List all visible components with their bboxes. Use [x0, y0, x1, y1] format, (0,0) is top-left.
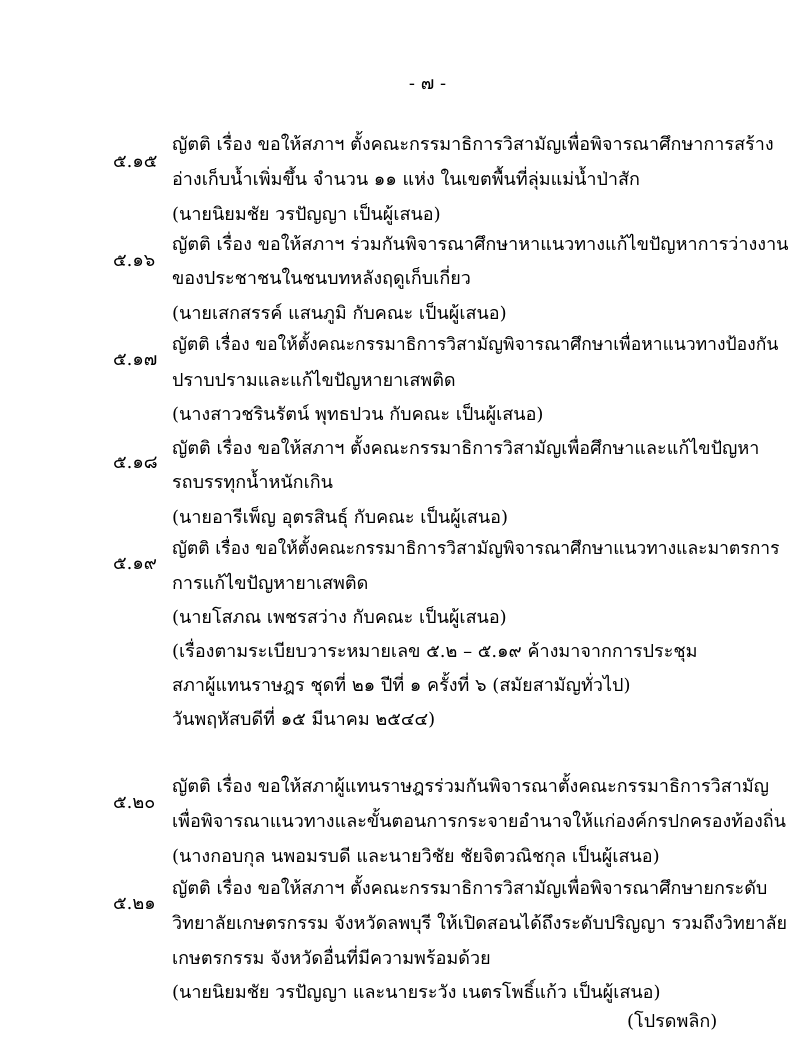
item-line: ญัตติ เรื่อง ขอให้ตั้งคณะกรรมาธิการวิสามัญพิจารณาศึกษาเพื่อหาแนวทางป้องกัน: [172, 335, 779, 355]
item-line: วิทยาลัยเกษตรกรรม จังหวัดลพบุรี ให้เปิดสอนได้ถึงระดับปริญญา รวมถึงวิทยาลัย: [172, 913, 788, 934]
item-proposer: (นายโสภณ เพชรสว่าง กับคณะ เป็นผู้เสนอ): [172, 607, 507, 628]
item-number: ๕.๑๙: [113, 553, 157, 574]
item-number: ๕.๑๖: [113, 250, 156, 271]
item-line: ญัตติ เรื่อง ขอให้สภาฯ ตั้งคณะกรรมาธิการวิสามัญเพื่อพิจารณาศึกษายกระดับ: [172, 878, 768, 899]
item-number: ๕.๑๗: [113, 349, 158, 370]
item-line: รถบรรทุกน้ำหนักเกิน: [172, 472, 333, 493]
item-proposer: (นายนิยมชัย วรปัญญา เป็นผู้เสนอ): [172, 204, 441, 225]
item-proposer: (นายนิยมชัย วรปัญญา และนายระวัง เนตรโพธิ์แก้ว เป็นผู้เสนอ): [172, 982, 661, 1003]
item-note: วันพฤหัสบดีที่ ๑๕ มีนาคม ๒๕๔๔): [172, 709, 436, 730]
item-number: ๕.๑๘: [113, 452, 158, 473]
item-line: ของประชาชนในชนบทหลังฤดูเก็บเกี่ยว: [172, 268, 471, 289]
item-number: ๕.๑๕: [113, 151, 158, 172]
item-proposer: (นายอารีเพ็ญ อุตรสินธุ์ กับคณะ เป็นผู้เสนอ): [172, 507, 508, 528]
item-line: ญัตติ เรื่อง ขอให้สภาผู้แทนราษฎรร่วมกันพิจารณาตั้งคณะกรรมาธิการวิสามัญ: [172, 776, 770, 797]
item-proposer: (นางกอบกุล นพอมรบดี และนายวิชัย ชัยจิตวณิชกุล เป็นผู้เสนอ): [172, 846, 660, 867]
item-proposer: (นางสาวชรินรัตน์ พุทธปวน กับคณะ เป็นผู้เสนอ): [172, 404, 544, 425]
item-line: เพื่อพิจารณาแนวทางและขั้นตอนการกระจายอำนาจให้แก่องค์กรปกครองท้องถิ่น: [172, 811, 786, 832]
item-line: ปราบปรามและแก้ไขปัญหายาเสพติด: [172, 370, 456, 391]
item-number: ๕.๒๐: [113, 792, 156, 813]
item-number: ๕.๒๑: [113, 893, 156, 914]
please-turn-over-note: (โปรดพลิก): [627, 1011, 718, 1032]
item-note: (เรื่องตามระเบียบวาระหมายเลข ๕.๒ – ๕.๑๙ ค้างมาจากการประชุม: [172, 641, 698, 662]
item-line: การแก้ไขปัญหายาเสพติด: [172, 573, 369, 594]
item-line: ญัตติ เรื่อง ขอให้สภาฯ ร่วมกันพิจารณาศึกษาหาแนวทางแก้ไขปัญหาการว่างงาน: [172, 234, 789, 255]
item-proposer: (นายเสกสรรค์ แสนภูมิ กับคณะ เป็นผู้เสนอ): [172, 303, 507, 324]
item-line: อ่างเก็บน้ำเพิ่มขึ้น จำนวน ๑๑ แห่ง ในเขตพื้นที่ลุ่มแม่น้ำป่าสัก: [172, 169, 640, 190]
page-number: - ๗ -: [408, 73, 447, 94]
item-line: ญัตติ เรื่อง ขอให้ตั้งคณะกรรมาธิการวิสามัญพิจารณาศึกษาแนวทางและมาตรการ: [172, 539, 780, 559]
item-line: ญัตติ เรื่อง ขอให้สภาฯ ตั้งคณะกรรมาธิการวิสามัญเพื่อศึกษาและแก้ไขปัญหา: [172, 438, 760, 459]
item-line: ญัตติ เรื่อง ขอให้สภาฯ ตั้งคณะกรรมาธิการวิสามัญเพื่อพิจารณาศึกษาการสร้าง: [172, 134, 774, 155]
item-line: เกษตรกรรม จังหวัดอื่นที่มีความพร้อมด้วย: [172, 948, 491, 969]
item-note: สภาผู้แทนราษฎร ชุดที่ ๒๑ ปีที่ ๑ ครั้งที่ ๖ (สมัยสามัญทั่วไป): [172, 675, 631, 696]
